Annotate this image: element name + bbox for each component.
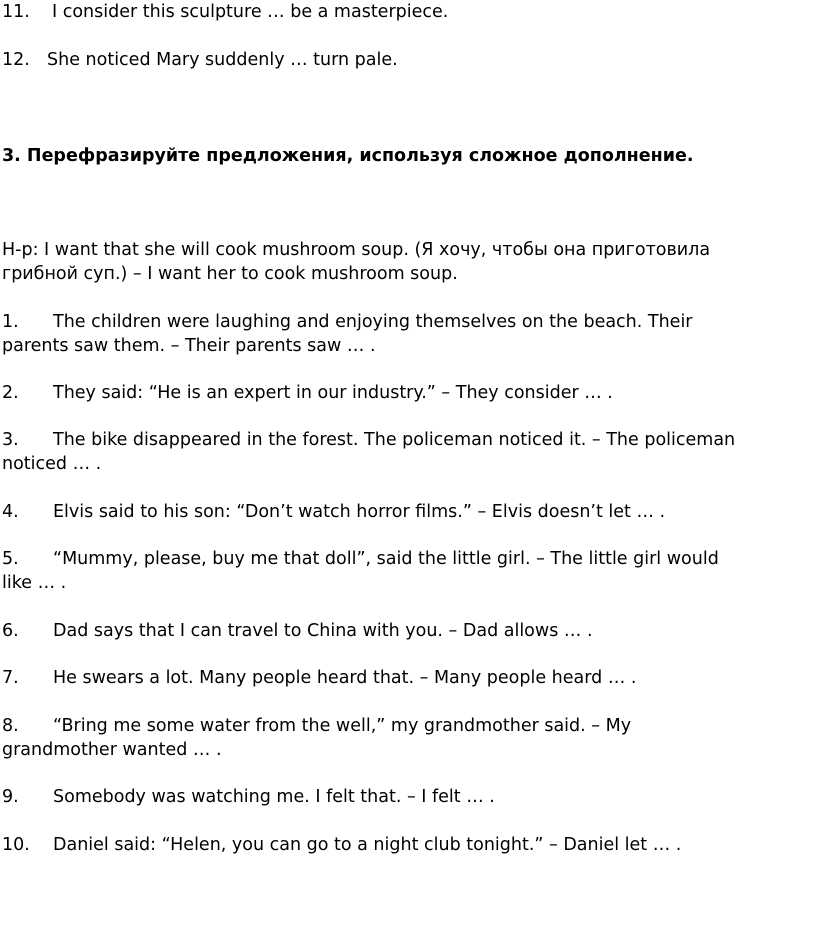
item-text: Daniel said: “Helen, you can go to a night club tonight.” – Daniel let … . [53,835,682,855]
item-text: Dad says that I can travel to China with you. – Dad allows … . [53,621,593,641]
item-number: 3. [2,430,19,450]
item-text: They said: “He is an expert in our industry.” – They consider … . [53,383,613,403]
exercise-item-8 [2,714,631,738]
prev-item-11 [2,0,448,24]
item-number: 12. [2,50,30,70]
exercise-item-7 [2,666,636,690]
example-line-1: Н-р: I want that she will cook mushroom soup. (Я хочу, чтобы она приготовила [2,240,711,260]
item-number: 7. [2,668,19,688]
item-text: Somebody was watching me. I felt that. – I felt … . [53,787,495,807]
exercise-item-10 [2,833,681,857]
exercise-item-3 [2,428,735,452]
item-text: “Bring me some water from the well,” my grandmother said. – My [53,716,632,736]
item-text: I consider this sculpture … be a masterpiece. [52,2,449,22]
exercise-item-2 [2,381,613,405]
item-text: The bike disappeared in the forest. The policeman noticed it. – The policeman [53,430,736,450]
item-number: 2. [2,383,19,403]
exercise-item-5-continuation: like … . [2,573,67,593]
exercise-item-9 [2,785,495,809]
item-text: She noticed Mary suddenly … turn pale. [47,50,398,70]
item-number: 1. [2,312,19,332]
exercise-item-1 [2,310,693,334]
item-text: He swears a lot. Many people heard that. – Many people heard … . [53,668,637,688]
item-number: 9. [2,787,19,807]
exercise-item-1-continuation: parents saw them. – Their parents saw … . [2,336,376,356]
item-text: “Mummy, please, buy me that doll”, said the little girl. – The little girl would [53,549,719,569]
item-text: The children were laughing and enjoying themselves on the beach. Their [53,312,693,332]
item-text: Elvis said to his son: “Don’t watch horror films.” – Elvis doesn’t let … . [53,502,666,522]
item-number: 6. [2,621,19,641]
item-number: 8. [2,716,19,736]
example-line-2: грибной суп.) – I want her to cook mushroom soup. [2,264,458,284]
exercise-item-4 [2,500,665,524]
item-number: 5. [2,549,19,569]
section-heading: 3. Перефразируйте предложения, используя сложное дополнение. [2,146,694,166]
item-number: 11. [2,2,30,22]
exercise-item-3-continuation: noticed … . [2,454,102,474]
exercise-item-8-continuation: grandmother wanted … . [2,740,222,760]
item-number: 10. [2,835,30,855]
exercise-item-6 [2,619,593,643]
prev-item-12 [2,48,398,72]
exercise-item-5 [2,547,719,571]
item-number: 4. [2,502,19,522]
